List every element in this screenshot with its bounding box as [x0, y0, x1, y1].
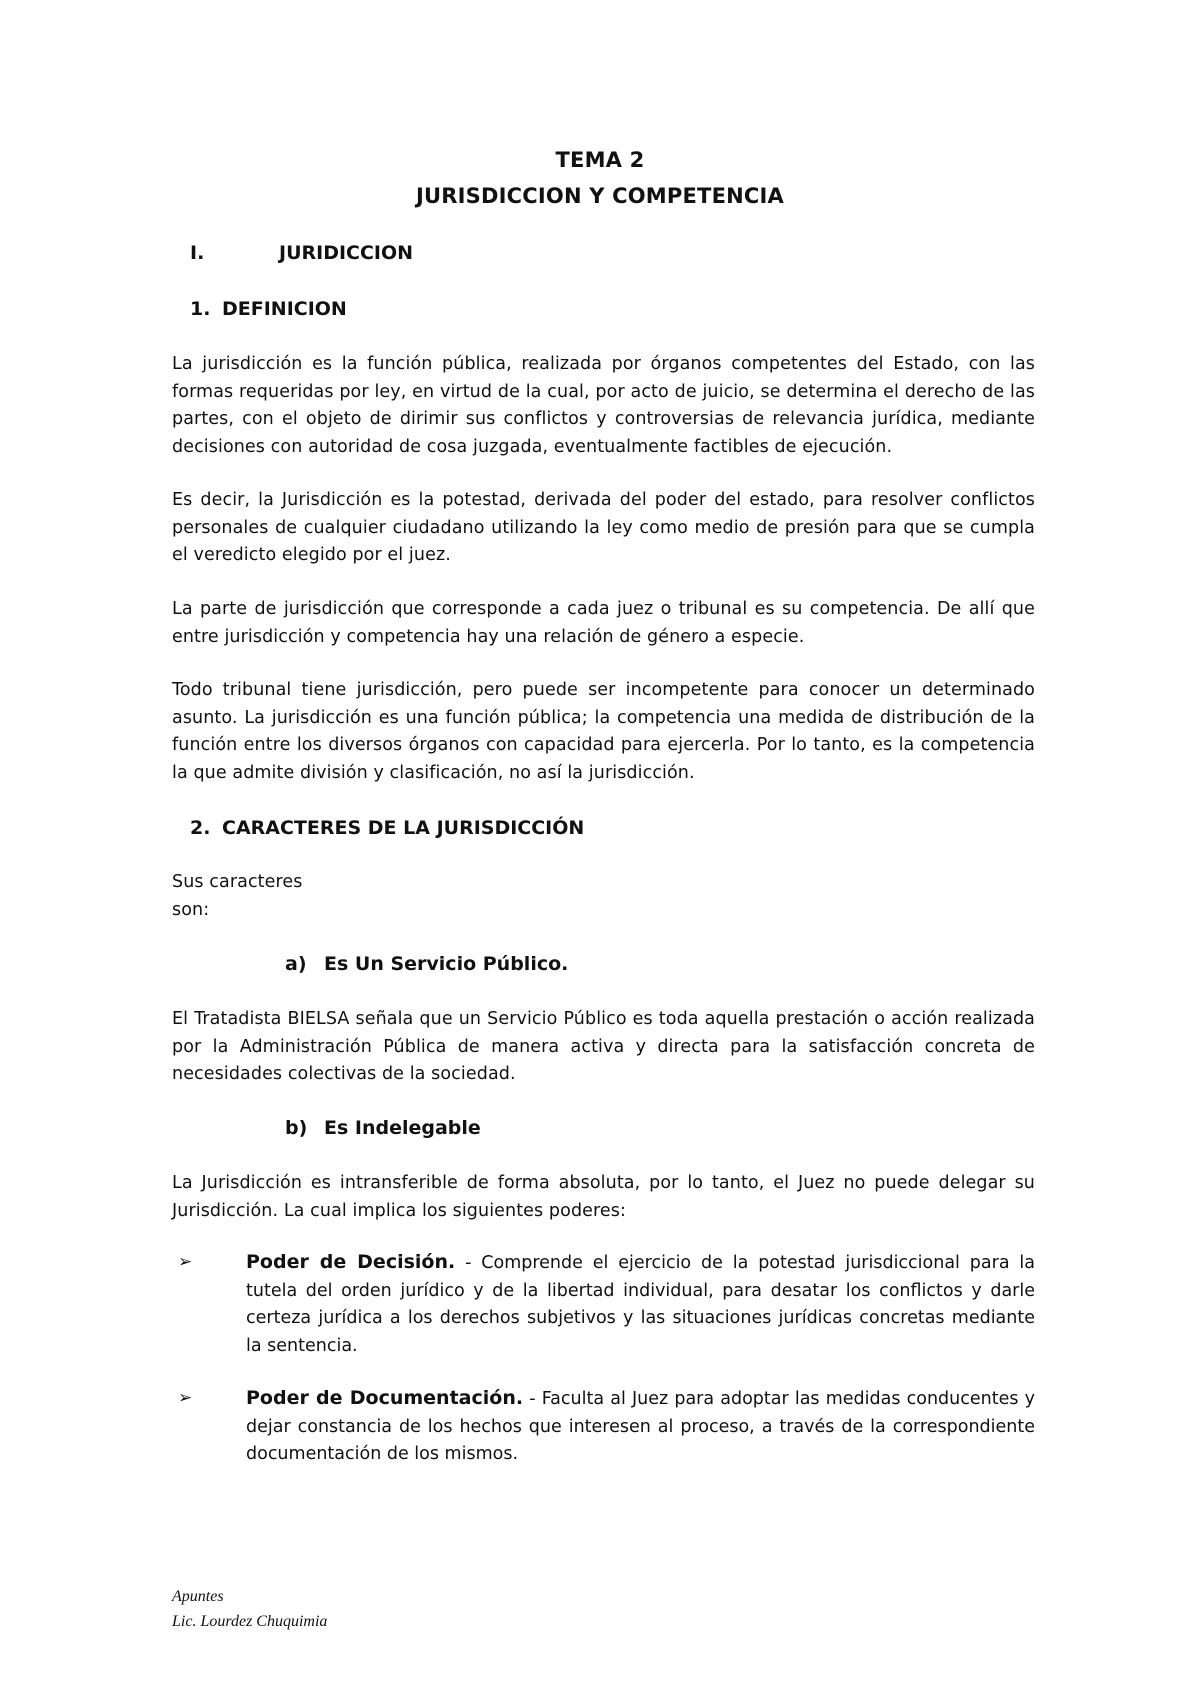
subheading-servicio-publico: Es Un Servicio Público.	[324, 953, 569, 975]
bullet-description: - Comprende el ejercicio de la potestad jurisdiccional para la tutela del orden jurídico y de la libertad individual, para desatar los conflictos y darle certeza jurídica a los derechos subjetivos y las situaciones jurídicas concretas mediante la sentencia.	[246, 1253, 1035, 1356]
footer-author: Lic. Lourdez Chuquimia	[172, 1613, 328, 1630]
arrow-bullet-icon: ➢	[178, 1252, 193, 1272]
paragraph-indelegable: La Jurisdicción es intransferible de forma absoluta, por lo tanto, el Juez no puede delegar su Jurisdicción. La cual implica los siguientes poderes:	[172, 1173, 1035, 1221]
paragraph-es-decir: Es decir, la Jurisdicción es la potestad, derivada del poder del estado, para resolver conflictos personales de cualquier ciudadano utilizando la ley como medio de presión para que se cumpla el veredicto elegido por el juez.	[172, 490, 1035, 565]
section-number: I.	[190, 242, 205, 264]
paragraph-servicio-publico: El Tratadista BIELSA señala que un Servicio Público es toda aquella prestación o acción realizada por la Administración Pública de manera activa y directa para la satisfacción concreta de necesidades colectivas de la sociedad.	[172, 1009, 1035, 1084]
subheading-a-number: a)	[285, 953, 307, 975]
paragraph-competencia: La parte de jurisdicción que corresponde a cada juez o tribunal es su competencia. De allí que entre jurisdicción y competencia hay una relación de género a especie.	[172, 599, 1035, 647]
paragraph-definition: La jurisdicción es la función pública, realizada por órganos competentes del Estado, con las formas requeridas por ley, en virtud de la cual, por acto de juicio, se determina el derecho de las partes, con el objeto de dirimir sus conflictos y controversias de relevancia jurídica, mediante decisiones con autoridad de cosa juzgada, eventualmente factibles de ejecución.	[172, 354, 1035, 457]
section-heading: JURIDICCION	[279, 242, 414, 264]
bullet-text	[246, 1249, 1035, 1360]
arrow-bullet-icon: ➢	[178, 1388, 193, 1408]
bullet-text	[246, 1385, 1035, 1469]
heading-2-number: 2.	[190, 817, 211, 839]
tema-heading: TEMA 2	[555, 148, 645, 172]
bullet-description: - Faculta al Juez para adoptar las medidas conducentes y dejar constancia de los hechos que interesen al proceso, a través de la correspondiente documentación de los mismos.	[246, 1389, 1035, 1464]
paragraph-tribunal: Todo tribunal tiene jurisdicción, pero puede ser incompetente para conocer un determinado asunto. La jurisdicción es una función pública; la competencia una medida de distribución de la función entre los diversos órganos con capacidad para ejercerla. Por lo tanto, es la competencia la que admite división y clasificación, no así la jurisdicción.	[172, 680, 1035, 783]
heading-definicion: DEFINICION	[222, 298, 347, 320]
heading-caracteres: CARACTERES DE LA JURISDICCIÓN	[222, 817, 585, 839]
subheading-indelegable: Es Indelegable	[324, 1117, 481, 1139]
paragraph-intro-caracteres: Sus caracteres son:	[172, 872, 303, 920]
bullet-term: Poder de Decisión.	[246, 1251, 456, 1273]
document-title: JURISDICCION Y COMPETENCIA	[416, 184, 784, 208]
heading-1-number: 1.	[190, 298, 211, 320]
footer-label: Apuntes	[172, 1588, 224, 1605]
bullet-term: Poder de Documentación.	[246, 1387, 524, 1409]
subheading-b-number: b)	[285, 1117, 308, 1139]
